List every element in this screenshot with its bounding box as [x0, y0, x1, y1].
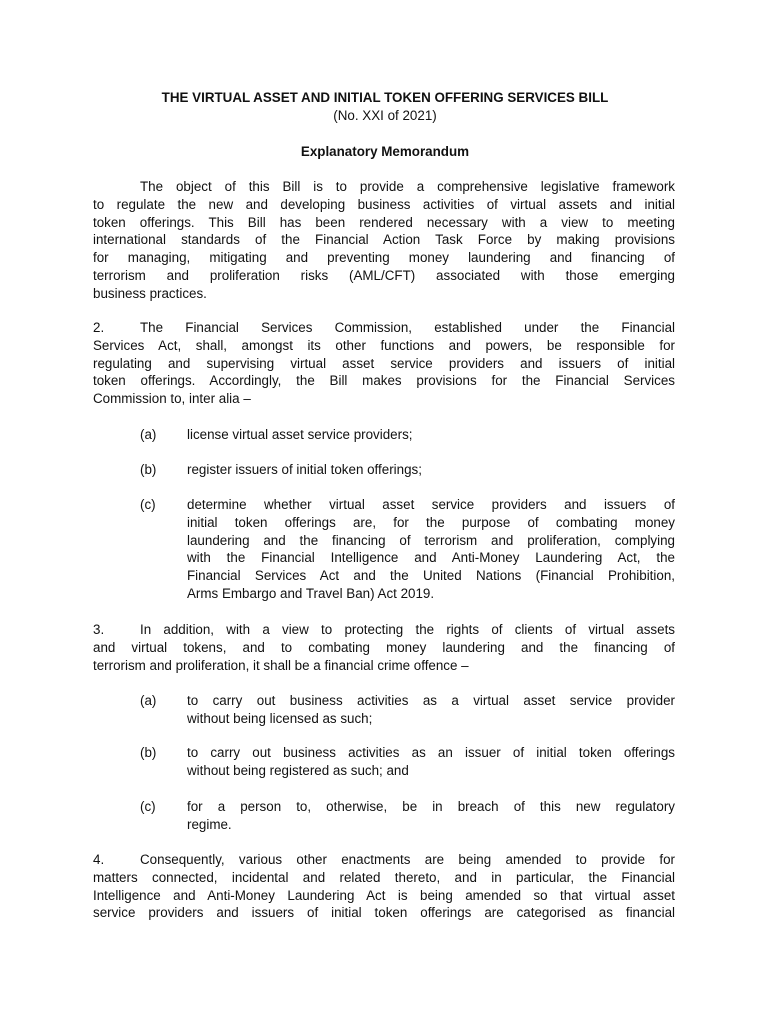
item-label: (b) — [140, 462, 157, 477]
text-line: and virtual tokens, and to combating money laundering and the financing of — [93, 639, 675, 655]
text-line: register issuers of initial token offerings; — [187, 462, 422, 477]
text-line: service providers and issuers of initial token offerings are categorised as financial — [93, 905, 675, 921]
text-line: for managing, mitigating and preventing money laundering and financing of — [93, 250, 675, 266]
item-label: (b) — [140, 745, 157, 760]
text-line: initial token offerings are, for the purpose of combating money — [187, 514, 675, 530]
paragraph — [93, 851, 675, 922]
text-line: determine whether virtual asset service providers and issuers of — [187, 497, 675, 512]
text-line: regulating and supervising virtual asset service providers and issuers of initial — [93, 355, 675, 371]
text-line: token offerings. Accordingly, the Bill makes provisions for the Financial Services — [93, 373, 675, 389]
text-line: international standards of the Financial Action Task Force by making provisions — [93, 232, 675, 248]
list-item — [187, 798, 675, 834]
text-line: Services Act, shall, amongst its other functions and powers, be responsible for — [93, 337, 675, 353]
item-label: (a) — [140, 693, 157, 708]
text-line: Commission to, inter alia – — [93, 391, 251, 407]
list-item — [187, 461, 675, 479]
list-item — [187, 426, 675, 444]
text-line: with the Financial Intelligence and Anti-Money Laundering Act, the — [187, 550, 675, 566]
text-line: for a person to, otherwise, be in breach of this new regulatory — [187, 799, 675, 814]
text-line: without being registered as such; and — [187, 762, 409, 778]
text-line: matters connected, incidental and related thereto, and in particular, the Financial — [93, 869, 675, 885]
text-line: Arms Embargo and Travel Ban) Act 2019. — [187, 585, 435, 601]
text-line: license virtual asset service providers; — [187, 427, 413, 442]
paragraph-number: 4. — [93, 852, 105, 867]
item-label: (a) — [140, 427, 157, 442]
text-line: to regulate the new and developing business activities of virtual assets and initial — [93, 196, 675, 212]
text-line: business practices. — [93, 285, 207, 301]
item-label: (c) — [140, 497, 156, 512]
text-line: to carry out business activities as an issuer of initial token offerings — [187, 745, 675, 760]
text-line: terrorism and proliferation, it shall be a financial crime offence – — [93, 657, 469, 673]
text-line: terrorism and proliferation risks (AML/CFT) associated with those emerging — [93, 267, 675, 283]
list-item — [187, 692, 675, 728]
text-line: laundering and the financing of terrorism and proliferation, complying — [187, 532, 675, 548]
text-line: Intelligence and Anti-Money Laundering Act is being amended so that virtual asset — [93, 887, 675, 903]
paragraph-number: 2. — [93, 320, 105, 335]
text-line: token offerings. This Bill has been rendered necessary with a view to meeting — [93, 214, 675, 230]
text-line: The object of this Bill is to provide a comprehensive legislative framework — [140, 179, 675, 194]
paragraph — [93, 319, 675, 408]
text-line: without being licensed as such; — [187, 710, 373, 726]
paragraph — [93, 178, 675, 303]
bill-title: THE VIRTUAL ASSET AND INITIAL TOKEN OFFERING SERVICES BILL — [161, 90, 609, 105]
list-item — [187, 744, 675, 780]
text-line: In addition, with a view to protecting the rights of clients of virtual assets — [140, 622, 675, 637]
bill-number: (No. XXI of 2021) — [333, 108, 437, 123]
text-line: Financial Services Act and the United Nations (Financial Prohibition, — [187, 568, 675, 584]
paragraph-number: 3. — [93, 622, 105, 637]
item-label: (c) — [140, 799, 156, 814]
list-item — [187, 496, 675, 603]
text-line: Consequently, various other enactments are being amended to provide for — [140, 852, 675, 867]
text-line: The Financial Services Commission, established under the Financial — [140, 320, 675, 335]
paragraph — [93, 621, 675, 674]
text-line: to carry out business activities as a virtual asset service provider — [187, 693, 675, 708]
memorandum-heading: Explanatory Memorandum — [300, 144, 470, 159]
text-line: regime. — [187, 816, 232, 832]
